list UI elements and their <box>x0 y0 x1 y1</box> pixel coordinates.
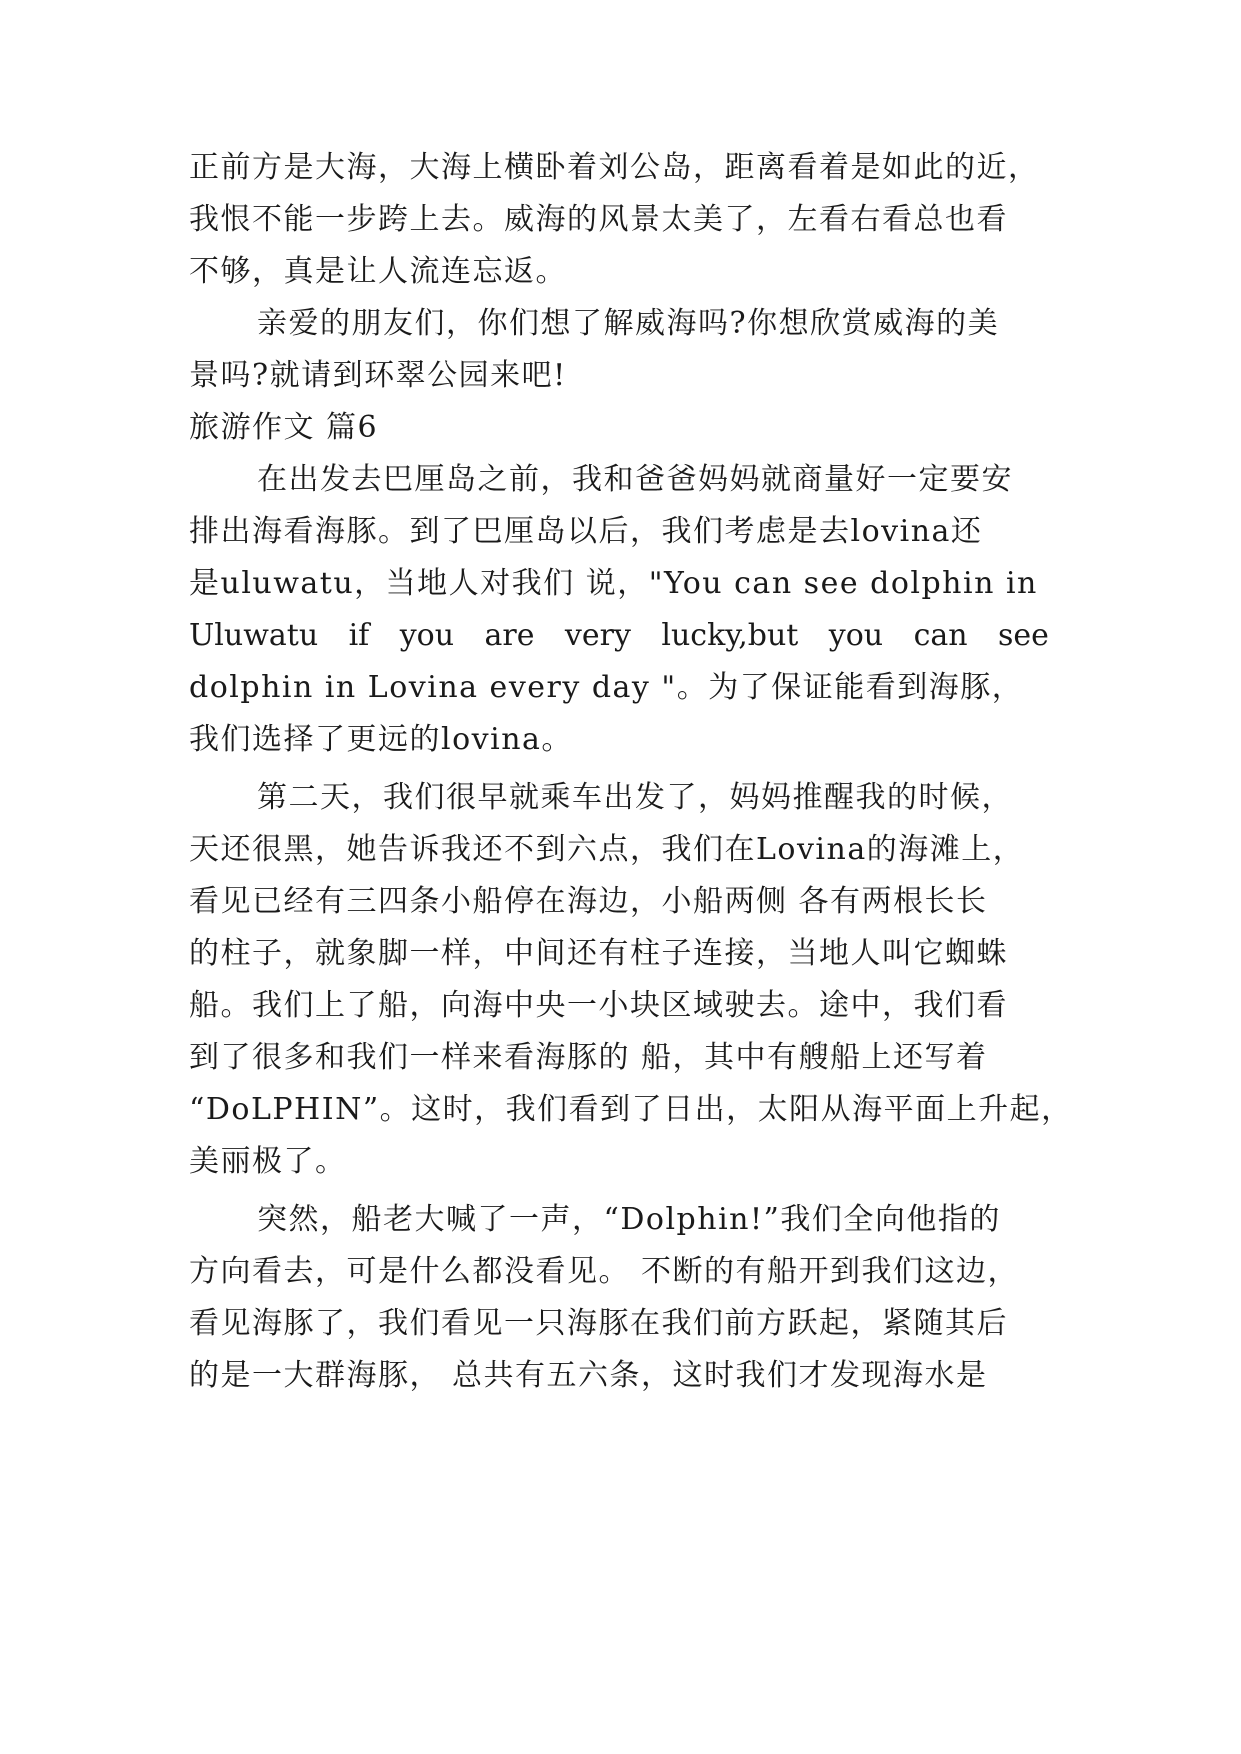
text-line: 看见海豚了，我们看见一只海豚在我们前方跃起，紧随其后 <box>189 1306 1008 1341</box>
word: very <box>564 618 631 653</box>
word: are <box>484 618 535 653</box>
text-line: 不够，真是让人流连忘返。 <box>189 254 567 289</box>
text-line: 美丽极了。 <box>189 1144 347 1179</box>
word: lucky,but <box>661 618 799 653</box>
text-line: “DoLPHIN”。这时，我们看到了日出，太阳从海平面上升起， <box>189 1092 1073 1127</box>
text-line: 排出海看海豚。到了巴厘岛以后，我们考虑是去lovina还 <box>189 514 983 549</box>
text-line: 是uluwatu，当地人对我们 说，"You can see dolphin in <box>189 566 1038 601</box>
text-line: 景吗?就请到环翠公园来吧! <box>189 358 567 393</box>
section-heading: 旅游作文 篇6 <box>189 410 379 445</box>
paragraph-first-line: 第二天，我们很早就乘车出发了，妈妈推醒我的时候， <box>257 780 1013 815</box>
word: Uluwatu <box>189 618 319 653</box>
word: can <box>913 618 968 653</box>
text-line: 天还很黑，她告诉我还不到六点，我们在Lovina的海滩上， <box>189 832 1025 867</box>
word: if <box>348 618 370 653</box>
word: you <box>399 618 455 653</box>
text-line: 的是一大群海豚， 总共有五六条，这时我们才发现海水是 <box>189 1358 988 1393</box>
word: see <box>998 618 1049 653</box>
text-line: 的柱子，就象脚一样，中间还有柱子连接，当地人叫它蜘蛛 <box>189 936 1008 971</box>
justified-text-line <box>189 616 1049 656</box>
paragraph-first-line: 突然，船老大喊了一声，“Dolphin!”我们全向他指的 <box>257 1202 1001 1237</box>
text-line: 看见已经有三四条小船停在海边，小船两侧 各有两根长长 <box>189 884 988 919</box>
text-line: 正前方是大海，大海上横卧着刘公岛，距离看着是如此的近， <box>189 150 1040 185</box>
word: you <box>828 618 884 653</box>
text-line: 到了很多和我们一样来看海豚的 船，其中有艘船上还写着 <box>189 1040 988 1075</box>
text-line: 方向看去，可是什么都没看见。 不断的有船开到我们这边， <box>189 1254 1020 1289</box>
paragraph-first-line: 亲爱的朋友们，你们想了解威海吗?你想欣赏威海的美 <box>257 306 1000 341</box>
text-line: 我们选择了更远的lovina。 <box>189 722 573 757</box>
text-line: dolphin in Lovina every day "。为了保证能看到海豚， <box>189 670 1024 705</box>
text-line: 我恨不能一步跨上去。威海的风景太美了，左看右看总也看 <box>189 202 1008 237</box>
text-line: 船。我们上了船，向海中央一小块区域驶去。途中，我们看 <box>189 988 1008 1023</box>
paragraph-first-line: 在出发去巴厘岛之前，我和爸爸妈妈就商量好一定要安 <box>257 462 1013 497</box>
